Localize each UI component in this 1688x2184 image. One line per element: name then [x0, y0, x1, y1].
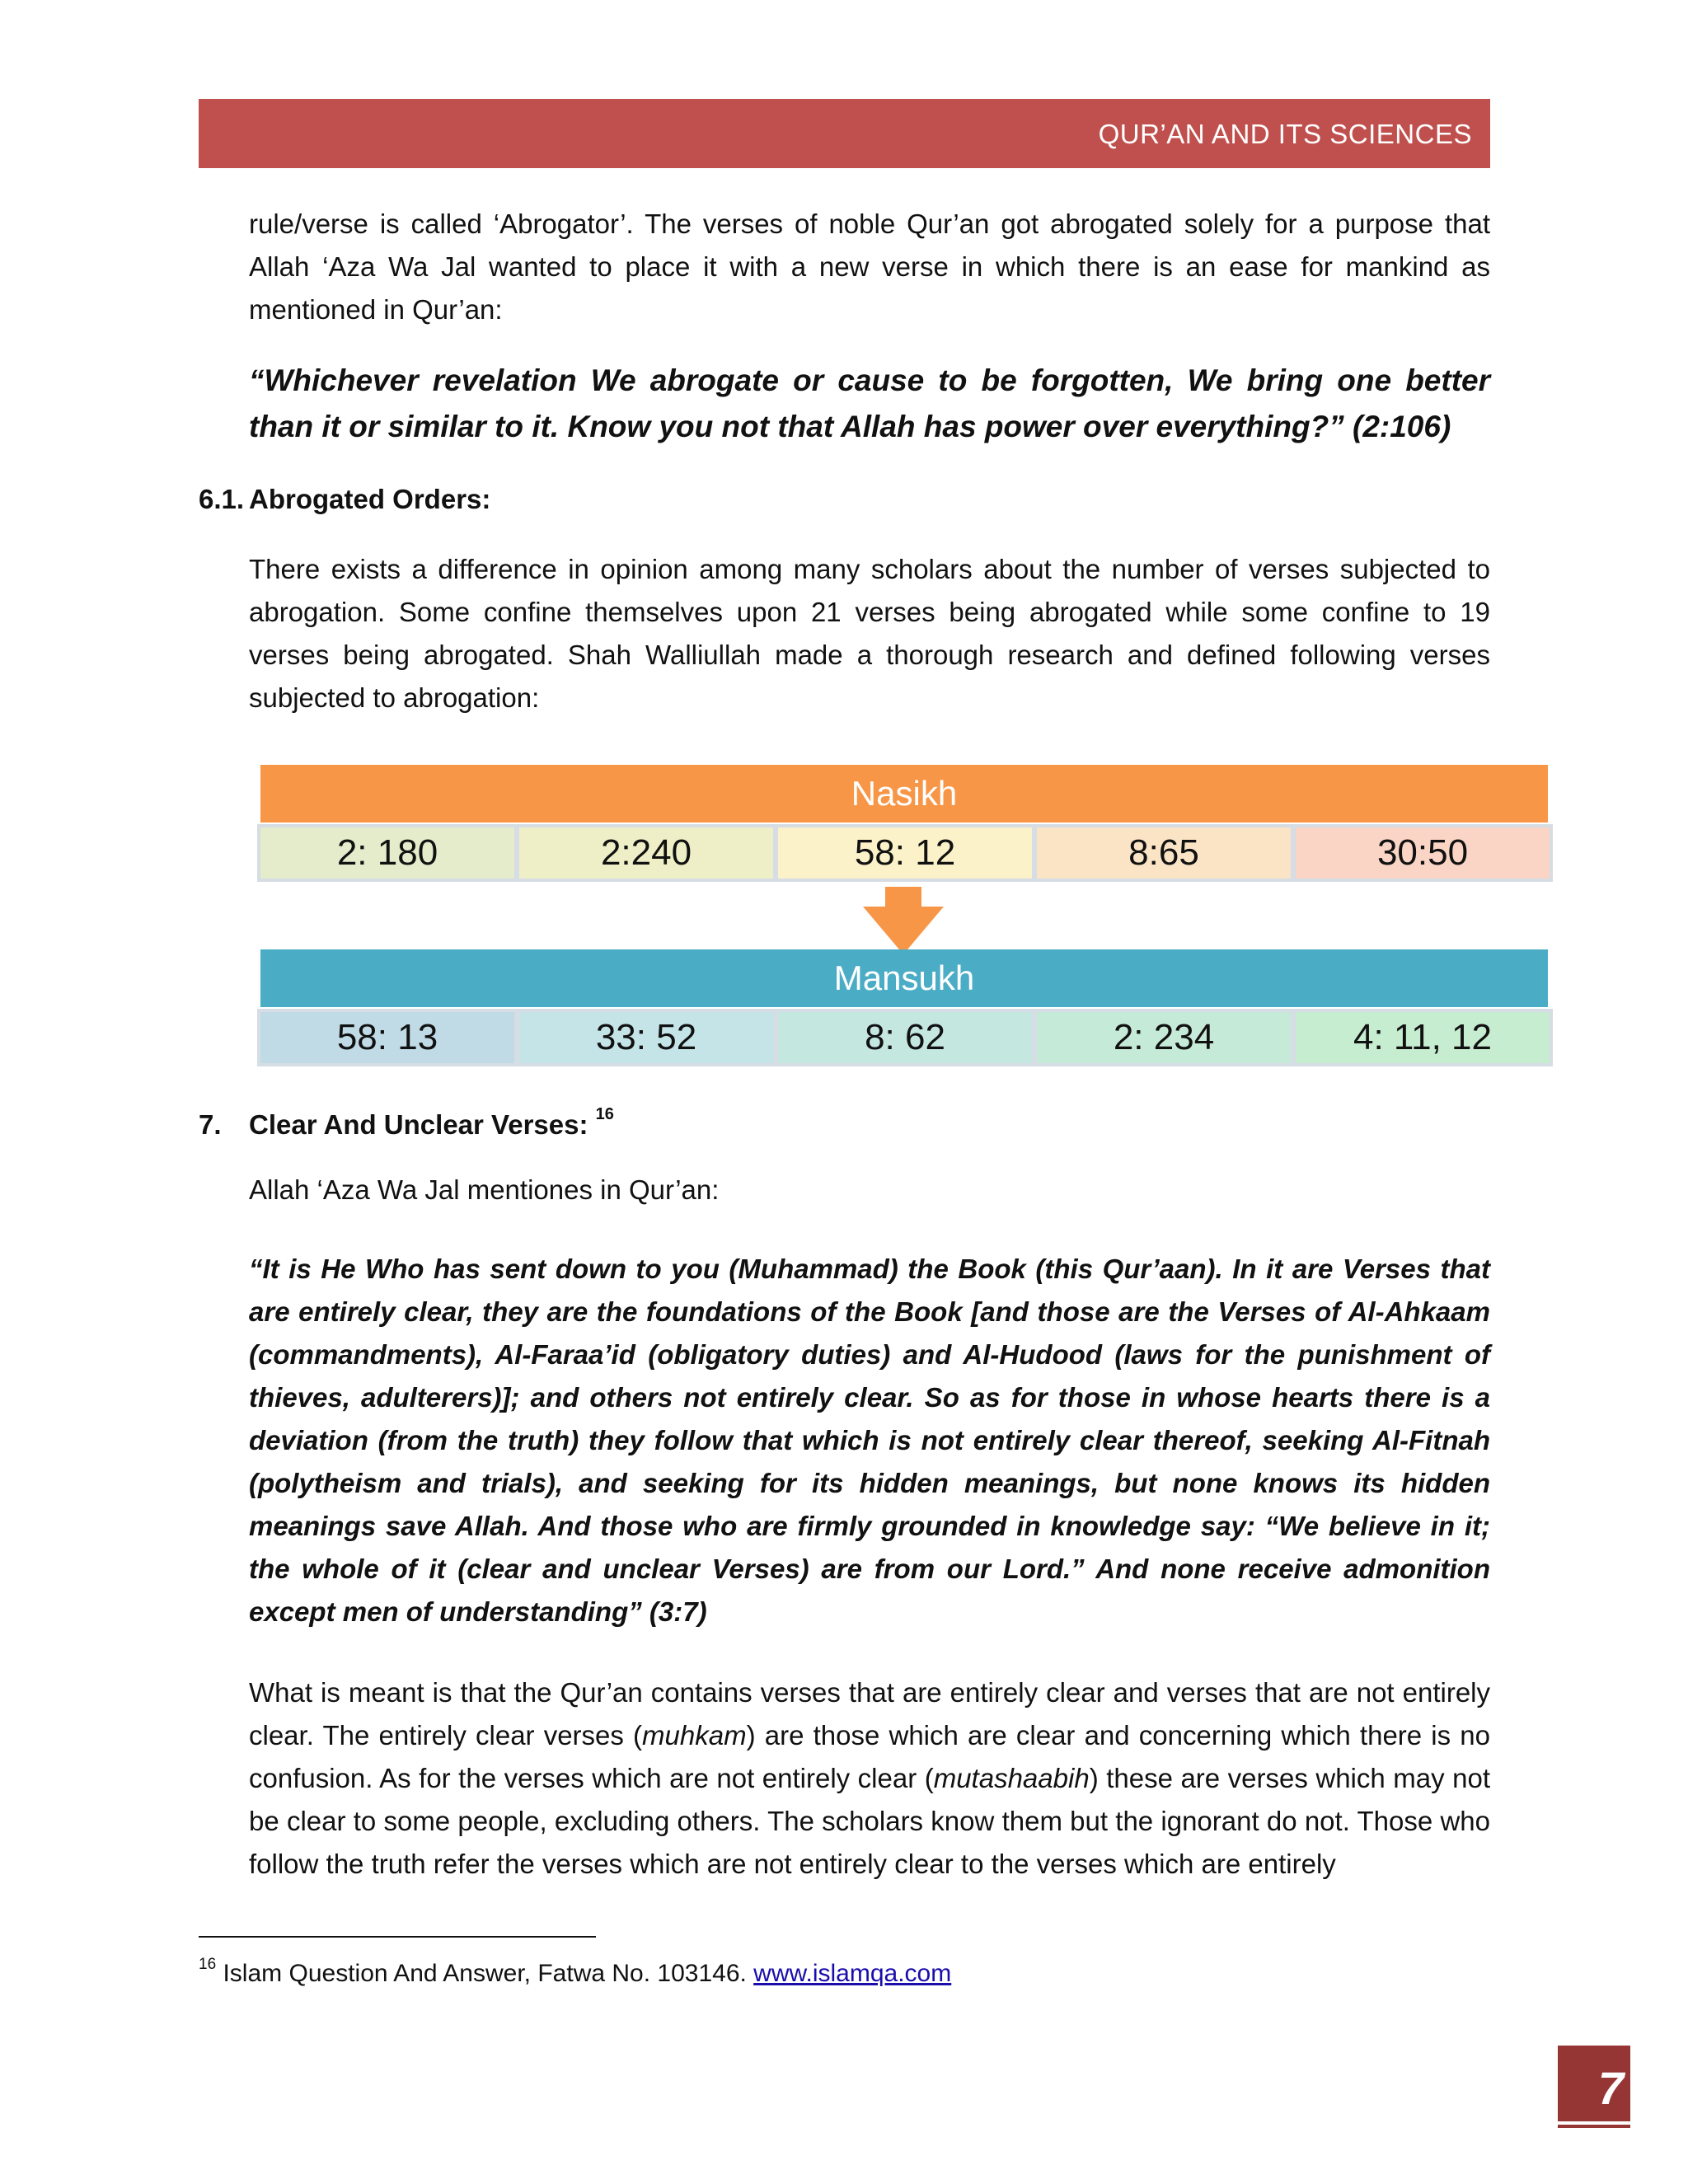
mansukh-cell: 8: 62	[778, 1012, 1032, 1063]
nasikh-cell: 2:240	[519, 827, 773, 879]
text-segment: ) are those which are clear and concerning which there is no confusion. As for the verses which are not entirely clear (	[249, 1720, 1490, 1793]
header-bar	[199, 99, 1490, 168]
down-arrow-icon	[863, 887, 944, 954]
nasikh-row	[257, 824, 1553, 882]
section-title: Clear And Unclear Verses:	[249, 1109, 588, 1140]
header-title: QUR’AN AND ITS SCIENCES	[1098, 119, 1472, 149]
nasikh-cell: 2: 180	[260, 827, 514, 879]
section-7-quote: “It is He Who has sent down to you (Muhammad) the Book (this Qur’aan). In it are Verses that are entirely clear, they are the foundations of the Book [and those are the Verses of Al-Ahkaam (commandments), Al-Faraa’id (obligatory duties) and Al-Hudood (laws for the punishment of thieves, adulterers)]; and others not entirely clear. So as for those in whose hearts there is a deviation (from the truth) they follow that which is not entirely clear thereof, seeking Al-Fitnah (polytheism and trials), and seeking for its hidden meanings, but none knows its hidden meanings save Allah. And those who are firmly grounded in knowledge say: “We believe in it; the whole of it (clear and unclear Verses) are from our Lord.” And none receive admonition except men of understanding” (3:7)	[249, 1254, 1490, 1627]
footnote-link[interactable]: www.islamqa.com	[753, 1960, 952, 1987]
section-heading-6-1	[199, 481, 490, 518]
page-number: 7	[1558, 2046, 1630, 2128]
mansukh-band: Mansukh	[260, 949, 1548, 1007]
mansukh-cell: 33: 52	[519, 1012, 773, 1063]
section-title: Abrogated Orders:	[249, 484, 491, 514]
term-mutashaabih: mutashaabih	[933, 1763, 1090, 1793]
nasikh-cell: 58: 12	[778, 827, 1032, 879]
footnote-text: Islam Question And Answer, Fatwa No. 103146.	[216, 1960, 754, 1987]
section-7-intro: Allah ‘Aza Wa Jal mentiones in Qur’an:	[249, 1174, 720, 1205]
term-muhkam: muhkam	[642, 1720, 747, 1750]
footnote-reference: 16	[595, 1105, 614, 1123]
intro-quote: “Whichever revelation We abrogate or cause to be forgotten, We bring one better than it or similar to it. Know you not that Allah has power over everything?” (2:106)	[249, 363, 1490, 443]
section-number: 7.	[199, 1109, 222, 1140]
footnote	[199, 1952, 951, 1990]
footnote-number: 16	[199, 1956, 217, 1973]
mansukh-cell: 2: 234	[1037, 1012, 1291, 1063]
nasikh-cell: 30:50	[1296, 827, 1550, 879]
section-heading-7	[199, 1101, 614, 1143]
intro-paragraph: rule/verse is called ‘Abrogator’. The verses of noble Qur’an got abrogated solely for a purpose that Allah ‘Aza Wa Jal wanted to place it with a new verse in which there is an ease for mankind as mentioned in Qur’an:	[249, 209, 1490, 325]
text-segment: ) these are verses which may not be clear to some people, excluding others. The scholars know them but the ignorant do not. Those who follow the truth refer the verses which are not entirely clear to the verses which are entirely	[249, 1763, 1490, 1879]
nasikh-band: Nasikh	[260, 765, 1548, 823]
page-number-underline	[1558, 2121, 1630, 2125]
footnote-separator	[199, 1936, 596, 1938]
mansukh-cell: 58: 13	[260, 1012, 514, 1063]
section-7-paragraph	[249, 1671, 1490, 1886]
mansukh-cell: 4: 11, 12	[1296, 1012, 1550, 1063]
nasikh-cell: 8:65	[1037, 827, 1291, 879]
mansukh-row	[257, 1009, 1553, 1066]
section-6-1-paragraph: There exists a difference in opinion among many scholars about the number of verses subjected to abrogation. Some confine themselves upon 21 verses being abrogated while some confine to 19 verses being abrogated. Shah Walliullah made a thorough research and defined following verses subjected to abrogation:	[249, 554, 1490, 713]
text-segment: What is meant is that the Qur’an contains verses that are entirely clear and verses that are not entirely clear. The entirely clear verses (	[249, 1677, 1490, 1750]
section-number: 6.1.	[199, 484, 245, 514]
